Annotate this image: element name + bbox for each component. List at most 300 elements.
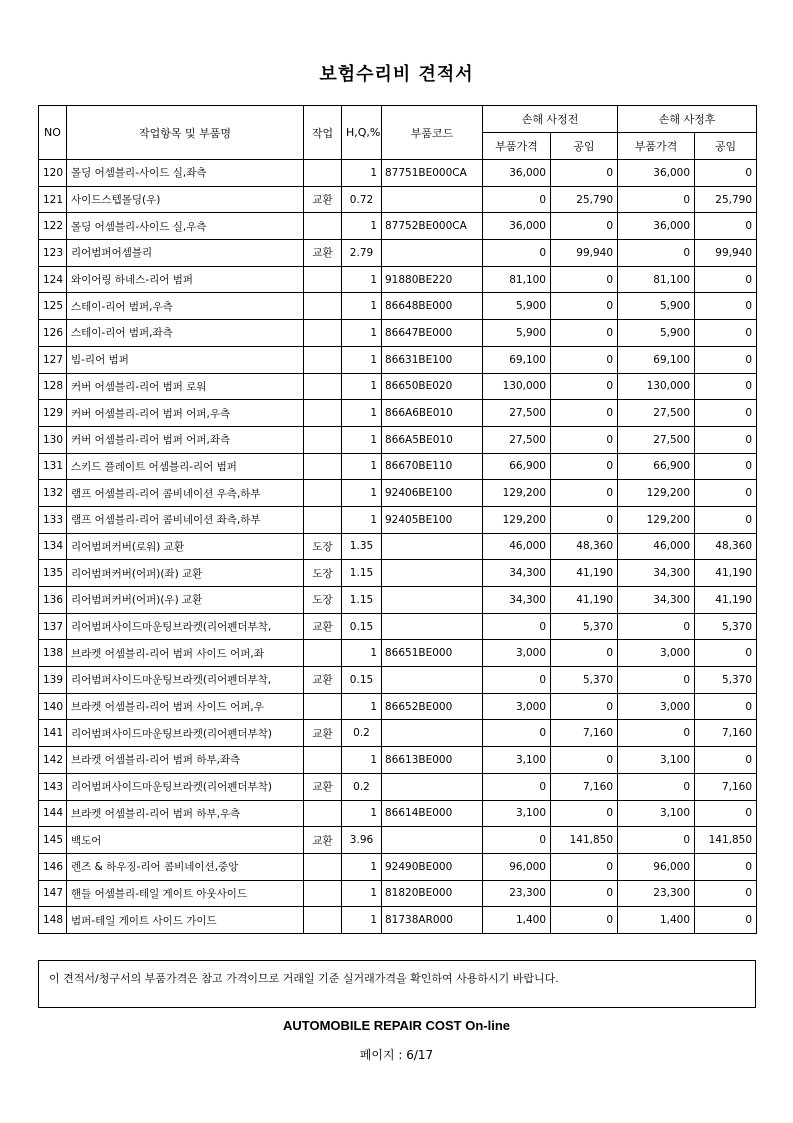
table-row [39,613,757,640]
estimate-rows [39,160,757,934]
row-before-labor: 0 [551,400,618,427]
row-after-part-price: 36,000 [618,213,695,240]
row-after-part-price: 23,300 [618,880,695,907]
row-before-part-price: 96,000 [483,853,551,880]
row-part-code: 92490BE000 [382,853,483,880]
table-row [39,800,757,827]
col-no-header: NO [39,106,67,160]
table-row [39,186,757,213]
row-after-part-price: 5,900 [618,293,695,320]
row-item-name: 브라켓 어셈블리-리어 범퍼 사이드 어퍼,좌 [67,640,304,667]
row-before-part-price: 1,400 [483,907,551,934]
row-item-name: 스키드 플레이트 어셈블리-리어 범퍼 [67,453,304,480]
row-item-name: 브라켓 어셈블리-리어 범퍼 하부,우측 [67,800,304,827]
row-after-part-price: 130,000 [618,373,695,400]
table-header-row [39,106,757,133]
table-row [39,880,757,907]
row-item-name: 렌즈 & 하우징-리어 콤비네이션,중앙 [67,853,304,880]
row-item-name: 백도어 [67,827,304,854]
row-before-labor: 0 [551,693,618,720]
row-before-part-price: 69,100 [483,346,551,373]
row-hq: 1 [342,747,382,774]
row-before-part-price: 3,100 [483,747,551,774]
row-work-type: 교환 [304,773,342,800]
row-part-code [382,560,483,587]
row-hq: 0.2 [342,773,382,800]
row-after-part-price: 0 [618,186,695,213]
row-before-labor: 5,370 [551,613,618,640]
row-no: 134 [39,533,67,560]
row-after-part-price: 129,200 [618,480,695,507]
row-item-name: 스테이-리어 범퍼,좌측 [67,320,304,347]
row-work-type: 교환 [304,613,342,640]
row-before-part-price: 27,500 [483,426,551,453]
row-before-labor: 0 [551,160,618,187]
before-labor-header: 공임 [551,133,618,160]
row-after-labor: 41,190 [695,587,757,614]
row-after-labor: 0 [695,747,757,774]
row-item-name: 브라켓 어셈블리-리어 범퍼 사이드 어퍼,우 [67,693,304,720]
row-part-code: 86652BE000 [382,693,483,720]
row-before-labor: 0 [551,747,618,774]
document-title: 보험수리비 견적서 [319,64,474,85]
row-after-labor: 0 [695,907,757,934]
table-row [39,720,757,747]
row-no: 125 [39,293,67,320]
row-before-labor: 25,790 [551,186,618,213]
table-row [39,266,757,293]
row-hq: 0.15 [342,613,382,640]
row-hq: 1.35 [342,533,382,560]
table-row [39,747,757,774]
row-work-type: 교환 [304,240,342,267]
row-work-type [304,480,342,507]
row-no: 133 [39,506,67,533]
row-after-labor: 0 [695,426,757,453]
table-row [39,693,757,720]
notice-box [38,960,756,1008]
row-hq: 1 [342,320,382,347]
row-item-name: 리어범퍼어셈블리 [67,240,304,267]
row-before-part-price: 3,000 [483,640,551,667]
row-no: 135 [39,560,67,587]
row-item-name: 리어범퍼사이드마운팅브라켓(리어펜더부착, [67,613,304,640]
row-before-part-price: 5,900 [483,293,551,320]
row-work-type [304,693,342,720]
row-part-code: 91880BE220 [382,266,483,293]
row-work-type [304,506,342,533]
row-part-code [382,613,483,640]
table-row [39,453,757,480]
row-after-labor: 0 [695,346,757,373]
row-after-labor: 141,850 [695,827,757,854]
row-work-type [304,880,342,907]
table-row [39,426,757,453]
row-item-name: 와이어링 하네스-리어 범퍼 [67,266,304,293]
row-after-part-price: 46,000 [618,533,695,560]
row-after-labor: 0 [695,213,757,240]
row-before-part-price: 66,900 [483,453,551,480]
row-before-part-price: 34,300 [483,560,551,587]
row-part-code: 92406BE100 [382,480,483,507]
row-before-labor: 0 [551,426,618,453]
col-item-header: 작업항목 및 부품명 [67,106,304,160]
row-no: 122 [39,213,67,240]
row-work-type [304,800,342,827]
row-before-part-price: 0 [483,827,551,854]
row-after-part-price: 34,300 [618,560,695,587]
table-row [39,480,757,507]
row-before-part-price: 36,000 [483,213,551,240]
row-after-part-price: 69,100 [618,346,695,373]
row-before-labor: 7,160 [551,720,618,747]
row-after-part-price: 66,900 [618,453,695,480]
row-work-type: 교환 [304,720,342,747]
table-row [39,773,757,800]
row-before-part-price: 23,300 [483,880,551,907]
row-before-labor: 0 [551,373,618,400]
row-no: 124 [39,266,67,293]
row-before-part-price: 0 [483,667,551,694]
row-before-part-price: 3,000 [483,693,551,720]
row-no: 142 [39,747,67,774]
row-hq: 1 [342,800,382,827]
row-after-labor: 0 [695,480,757,507]
row-part-code: 86613BE000 [382,747,483,774]
row-hq: 1 [342,453,382,480]
row-work-type [304,640,342,667]
row-hq: 1 [342,293,382,320]
row-item-name: 몰딩 어셈블리-사이드 실,우측 [67,213,304,240]
row-before-part-price: 0 [483,240,551,267]
row-no: 146 [39,853,67,880]
row-after-part-price: 34,300 [618,587,695,614]
row-after-part-price: 5,900 [618,320,695,347]
col-code-header: 부품코드 [382,106,483,160]
row-after-part-price: 3,100 [618,800,695,827]
after-labor-header: 공임 [695,133,757,160]
row-no: 144 [39,800,67,827]
row-before-part-price: 0 [483,720,551,747]
row-after-labor: 5,370 [695,613,757,640]
row-hq: 1.15 [342,560,382,587]
row-before-part-price: 0 [483,773,551,800]
row-after-part-price: 0 [618,240,695,267]
row-before-part-price: 46,000 [483,533,551,560]
row-hq: 1 [342,373,382,400]
row-work-type [304,373,342,400]
row-before-labor: 0 [551,506,618,533]
table-row [39,533,757,560]
table-row [39,587,757,614]
row-item-name: 커버 어셈블리-리어 범퍼 어퍼,우측 [67,400,304,427]
row-item-name: 리어범퍼커버(어퍼)(우) 교환 [67,587,304,614]
row-part-code: 86647BE000 [382,320,483,347]
row-after-labor: 99,940 [695,240,757,267]
row-before-labor: 141,850 [551,827,618,854]
before-part-price-header: 부품가격 [483,133,551,160]
row-part-code [382,533,483,560]
table-row [39,667,757,694]
row-after-labor: 0 [695,453,757,480]
row-part-code [382,773,483,800]
row-after-part-price: 0 [618,667,695,694]
row-before-part-price: 36,000 [483,160,551,187]
row-before-labor: 0 [551,640,618,667]
col-work-header: 작업 [304,106,342,160]
row-after-labor: 41,190 [695,560,757,587]
row-part-code [382,667,483,694]
table-row [39,293,757,320]
row-part-code [382,240,483,267]
table-row [39,506,757,533]
row-after-labor: 0 [695,880,757,907]
row-after-part-price: 27,500 [618,400,695,427]
table-row [39,827,757,854]
row-after-part-price: 3,000 [618,640,695,667]
footer-brand: AUTOMOBILE REPAIR COST On-line [282,1018,511,1033]
row-hq: 1 [342,480,382,507]
row-part-code [382,186,483,213]
row-after-labor: 0 [695,693,757,720]
page-number: 페이지 : 6/17 [359,1048,434,1062]
row-no: 130 [39,426,67,453]
row-work-type [304,453,342,480]
row-before-labor: 48,360 [551,533,618,560]
row-part-code: 87752BE000CA [382,213,483,240]
table-row [39,640,757,667]
row-after-labor: 0 [695,293,757,320]
row-hq: 0.72 [342,186,382,213]
row-part-code: 866A6BE010 [382,400,483,427]
row-item-name: 리어범퍼사이드마운팅브라켓(리어펜더부착) [67,773,304,800]
row-before-labor: 0 [551,213,618,240]
row-item-name: 리어범퍼커버(로워) 교환 [67,533,304,560]
row-hq: 1 [342,853,382,880]
row-hq: 3.96 [342,827,382,854]
row-no: 147 [39,880,67,907]
row-item-name: 램프 어셈블리-리어 콤비네이션 좌측,하부 [67,506,304,533]
row-after-labor: 0 [695,640,757,667]
row-item-name: 스테이-리어 범퍼,우측 [67,293,304,320]
row-after-part-price: 96,000 [618,853,695,880]
row-after-labor: 0 [695,800,757,827]
row-item-name: 커버 어셈블리-리어 범퍼 로워 [67,373,304,400]
row-item-name: 램프 어셈블리-리어 콤비네이션 우측,하부 [67,480,304,507]
row-hq: 1 [342,907,382,934]
row-after-labor: 0 [695,853,757,880]
row-work-type: 교환 [304,667,342,694]
row-no: 123 [39,240,67,267]
row-item-name: 범퍼-테일 게이트 사이드 가이드 [67,907,304,934]
notice-text: 이 견적서/청구서의 부품가격은 참고 가격이므로 거래일 기준 실거래가격을 확인하여 사용하시기 바랍니다. [49,972,559,985]
row-no: 137 [39,613,67,640]
row-after-part-price: 0 [618,720,695,747]
row-before-part-price: 3,100 [483,800,551,827]
row-before-labor: 0 [551,800,618,827]
row-work-type [304,426,342,453]
row-part-code: 86614BE000 [382,800,483,827]
row-no: 136 [39,587,67,614]
row-no: 120 [39,160,67,187]
row-before-labor: 99,940 [551,240,618,267]
row-after-part-price: 0 [618,773,695,800]
row-after-labor: 7,160 [695,720,757,747]
row-hq: 1 [342,266,382,293]
estimate-table [38,105,757,934]
row-before-part-price: 129,200 [483,480,551,507]
row-part-code: 86670BE110 [382,453,483,480]
row-work-type: 도장 [304,533,342,560]
row-after-part-price: 0 [618,613,695,640]
row-before-labor: 41,190 [551,587,618,614]
row-item-name: 리어범퍼커버(어퍼)(좌) 교환 [67,560,304,587]
table-row [39,853,757,880]
row-hq: 1 [342,640,382,667]
row-work-type [304,320,342,347]
table-row [39,373,757,400]
row-item-name: 사이드스텝몰딩(우) [67,186,304,213]
row-no: 131 [39,453,67,480]
row-after-part-price: 0 [618,827,695,854]
row-hq: 1 [342,426,382,453]
col-hq-header: H,Q,% [342,106,382,160]
row-after-labor: 7,160 [695,773,757,800]
row-before-labor: 0 [551,853,618,880]
row-before-part-price: 0 [483,186,551,213]
row-before-labor: 0 [551,453,618,480]
row-hq: 1 [342,346,382,373]
row-before-part-price: 0 [483,613,551,640]
row-part-code: 86650BE020 [382,373,483,400]
row-before-labor: 0 [551,480,618,507]
table-row [39,560,757,587]
row-part-code: 92405BE100 [382,506,483,533]
row-hq: 2.79 [342,240,382,267]
row-part-code [382,720,483,747]
row-no: 128 [39,373,67,400]
row-hq: 0.2 [342,720,382,747]
row-item-name: 리어범퍼사이드마운팅브라켓(리어펜더부착, [67,667,304,694]
row-part-code: 81738AR000 [382,907,483,934]
row-before-labor: 41,190 [551,560,618,587]
row-before-labor: 0 [551,907,618,934]
table-row [39,213,757,240]
row-part-code [382,587,483,614]
row-work-type [304,907,342,934]
row-item-name: 리어범퍼사이드마운팅브라켓(리어펜더부착) [67,720,304,747]
row-item-name: 커버 어셈블리-리어 범퍼 어퍼,좌측 [67,426,304,453]
row-after-part-price: 1,400 [618,907,695,934]
row-after-labor: 0 [695,400,757,427]
row-before-part-price: 130,000 [483,373,551,400]
row-work-type: 도장 [304,560,342,587]
row-after-part-price: 3,000 [618,693,695,720]
row-part-code: 81820BE000 [382,880,483,907]
row-work-type [304,266,342,293]
row-work-type: 교환 [304,827,342,854]
row-after-labor: 5,370 [695,667,757,694]
row-no: 139 [39,667,67,694]
row-item-name: 브라켓 어셈블리-리어 범퍼 하부,좌측 [67,747,304,774]
row-before-part-price: 27,500 [483,400,551,427]
row-before-part-price: 129,200 [483,506,551,533]
row-before-labor: 5,370 [551,667,618,694]
row-after-part-price: 81,100 [618,266,695,293]
row-before-labor: 0 [551,880,618,907]
row-after-labor: 48,360 [695,533,757,560]
row-hq: 1 [342,160,382,187]
row-after-part-price: 3,100 [618,747,695,774]
row-part-code: 86648BE000 [382,293,483,320]
row-no: 129 [39,400,67,427]
table-row [39,400,757,427]
row-before-labor: 0 [551,346,618,373]
table-row [39,907,757,934]
row-hq: 1 [342,400,382,427]
row-hq: 1 [342,880,382,907]
row-work-type: 도장 [304,587,342,614]
row-after-labor: 0 [695,506,757,533]
row-no: 127 [39,346,67,373]
row-before-labor: 0 [551,293,618,320]
row-work-type [304,853,342,880]
row-no: 145 [39,827,67,854]
row-part-code: 86631BE100 [382,346,483,373]
row-item-name: 몰딩 어셈블리-사이드 실,좌측 [67,160,304,187]
row-no: 132 [39,480,67,507]
row-after-labor: 0 [695,373,757,400]
row-work-type [304,747,342,774]
row-part-code: 87751BE000CA [382,160,483,187]
row-after-part-price: 36,000 [618,160,695,187]
row-item-name: 빔-리어 범퍼 [67,346,304,373]
row-after-labor: 0 [695,160,757,187]
row-item-name: 핸들 어셈블리-테일 게이트 아웃사이드 [67,880,304,907]
row-hq: 0.15 [342,667,382,694]
before-adjustment-header: 손해 사정전 [483,106,618,133]
row-before-labor: 0 [551,266,618,293]
row-before-labor: 0 [551,320,618,347]
row-no: 126 [39,320,67,347]
row-hq: 1 [342,693,382,720]
row-no: 140 [39,693,67,720]
row-no: 148 [39,907,67,934]
row-no: 143 [39,773,67,800]
after-part-price-header: 부품가격 [618,133,695,160]
row-no: 138 [39,640,67,667]
row-after-part-price: 27,500 [618,426,695,453]
after-adjustment-header: 손해 사정후 [618,106,757,133]
table-row [39,346,757,373]
row-work-type [304,346,342,373]
row-part-code: 86651BE000 [382,640,483,667]
row-after-labor: 0 [695,266,757,293]
row-after-part-price: 129,200 [618,506,695,533]
row-work-type [304,160,342,187]
row-no: 141 [39,720,67,747]
row-hq: 1 [342,213,382,240]
table-row [39,160,757,187]
row-after-labor: 0 [695,320,757,347]
row-work-type [304,213,342,240]
row-work-type [304,400,342,427]
table-row [39,240,757,267]
row-no: 121 [39,186,67,213]
row-before-part-price: 81,100 [483,266,551,293]
row-hq: 1 [342,506,382,533]
row-after-labor: 25,790 [695,186,757,213]
